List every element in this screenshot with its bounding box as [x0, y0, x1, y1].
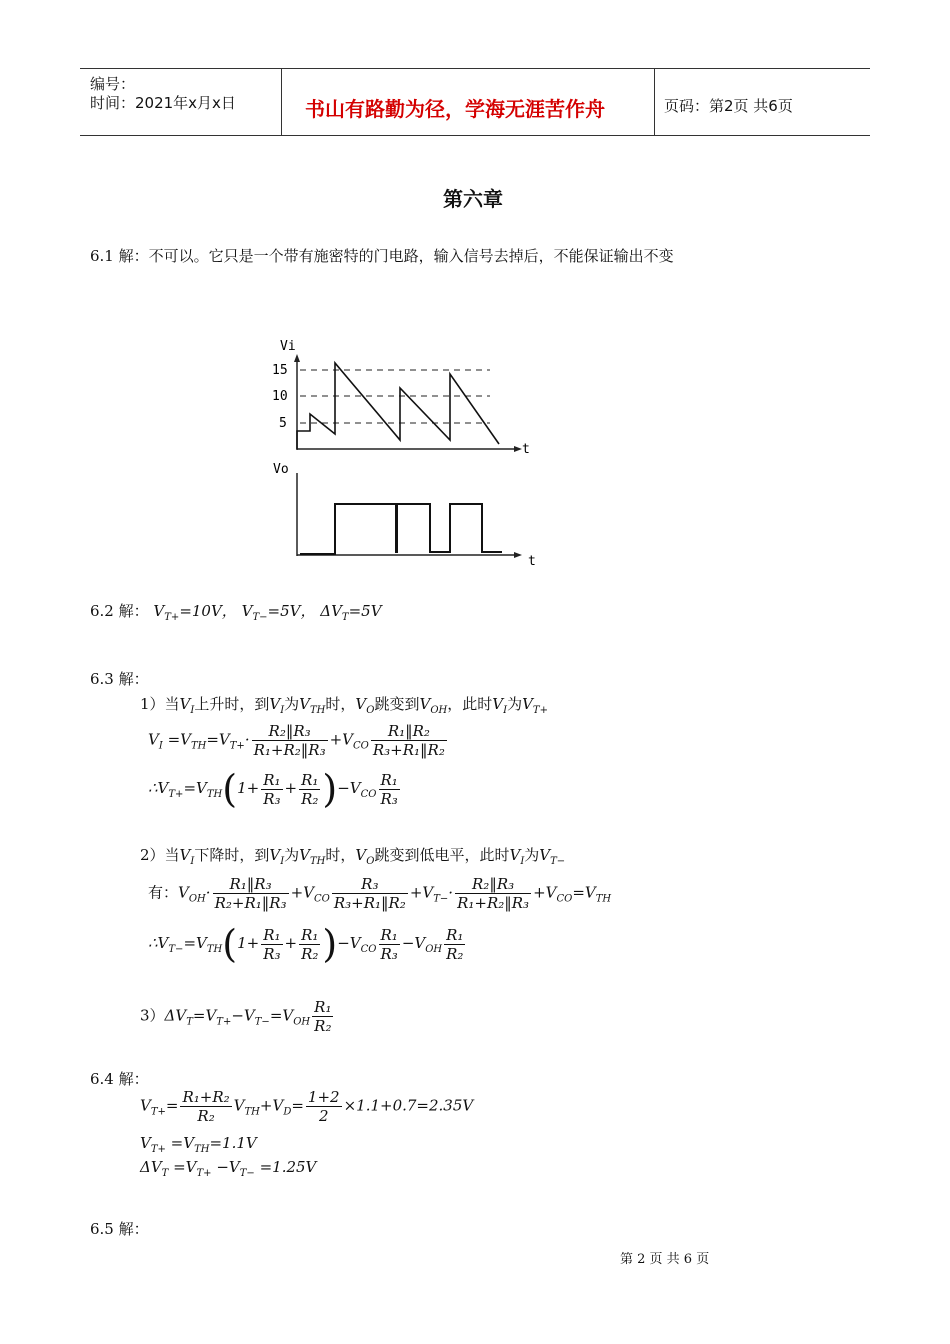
- page-title: 第六章: [443, 187, 503, 211]
- vo-axes: [297, 473, 522, 558]
- answer-6-2-label: 6.2 解：: [90, 602, 149, 620]
- eq-6-4-3: $\Delta V_T =V_{T+} -V_{T-} =1.25V$: [140, 1158, 317, 1179]
- vo-t-label: t: [528, 554, 536, 569]
- answer-6-1: 6.1 解：不可以。它只是一个带有施密特的门电路，输入信号去掉后，不能保证输出不变: [90, 247, 674, 265]
- eq-6-3-3: 有：$V_{OH}\cdot$ $\frac{\text{R₁‖R₃}}{\text{R₂+R₁‖R₃}}$ $+V_{CO}$ $\frac{\text{R₃}}{\text{R₃+R₁‖R₂}}$ $+V_{T-}\cdot$ $\frac{\text{R₂‖R₃}}{\text{R₁+R₂‖R₃}}$ $+V_{CO}=V_{TH}$: [148, 875, 612, 912]
- eq-6-4-2: $V_{T+} =V_{TH}=1.1V$: [140, 1134, 257, 1155]
- answer-6-4-label: 6.4 解：: [90, 1070, 149, 1088]
- tick-15: 15: [272, 363, 288, 378]
- answer-6-3-part1: 1）当$V_I$上升时，到$V_I$为$V_{TH}$时，$V_O$跳变到$V_{OH}$，此时$V_I$为$V_{T+}$: [140, 695, 548, 716]
- page-footer: 第 2 页 共 6 页: [620, 1252, 710, 1267]
- vtm: $V_{T-}=5V$，: [241, 602, 316, 623]
- dvt: $\Delta V_T=5V$: [320, 602, 382, 623]
- header-divider-left: [281, 68, 282, 136]
- answer-6-2: [90, 600, 382, 623]
- vi-waveform: [297, 363, 499, 449]
- tick-10: 10: [272, 389, 288, 404]
- eq-6-4-1: $V_{T+}=$ $\frac{\text{R₁+R₂}}{\text{R₂}}$ $V_{TH}+V_D=$ $\frac{1+2}{2}$ ×1.1+0.7=2.35V: [140, 1088, 474, 1125]
- tick-5: 5: [279, 416, 287, 431]
- eq-6-3-4: $\therefore V_{T-}=V_{TH}(1+$ $\frac{\text{R₁}}{\text{R₃}}$ + $\frac{\text{R₁}}{\text{R₂}}$ )$-V_{CO}$ $\frac{\text{R₁}}{\text{R₃}}$ $-V_{OH}$ $\frac{\text{R₁}}{\text{R₂}}$: [148, 922, 464, 966]
- header-motto: 书山有路勤为径，学海无涯苦作舟: [305, 97, 605, 121]
- header-divider-right: [654, 68, 655, 136]
- vtp: $V_{T+}=10V$，: [153, 602, 237, 623]
- eq-6-3-5: $3)\Delta V_T=V_{T+}-V_{T-}=V_{OH}$ $\frac{\text{R₁}}{\text{R₂}}$: [140, 998, 332, 1035]
- vo-waveform: [300, 504, 502, 554]
- vo-axis-label: Vo: [273, 462, 289, 477]
- eq-6-3-1: $V_I =V_{TH}=V_{T+}\cdot$ $\frac{\text{R₂‖R₃}}{\text{R₁+R₂‖R₃}}$ $+V_{CO}$ $\frac{\text{R₁‖R₂}}{\text{R₃+R₁‖R₂}}$: [148, 722, 445, 759]
- eq-6-3-2: $\therefore V_{T+}=V_{TH}(1+$ $\frac{\text{R₁}}{\text{R₃}}$ + $\frac{\text{R₁}}{\text{R₂}}$ )$-V_{CO}$ $\frac{\text{R₁}}{\text{R₃}}$: [148, 767, 398, 811]
- header-top-rule: [80, 68, 870, 69]
- waveform-figure: [260, 330, 550, 575]
- header-number-label: 编号：: [90, 75, 136, 93]
- answer-6-3-part2: 2）当$V_I$下降时，到$V_I$为$V_{TH}$时，$V_O$跳变到低电平，此时$V_I$为$V_{T-}$: [140, 846, 566, 867]
- answer-6-5-label: 6.5 解：: [90, 1220, 149, 1238]
- vi-axis-label: Vi: [280, 339, 296, 354]
- header-page-info: 页码：第2页 共6页: [664, 97, 793, 115]
- vi-axes: [294, 354, 522, 452]
- header-bottom-rule: [80, 135, 870, 136]
- vi-t-label: t: [522, 442, 530, 457]
- header-time-label: 时间：2021年x月x日: [90, 94, 236, 112]
- answer-6-3-label: 6.3 解：: [90, 670, 149, 688]
